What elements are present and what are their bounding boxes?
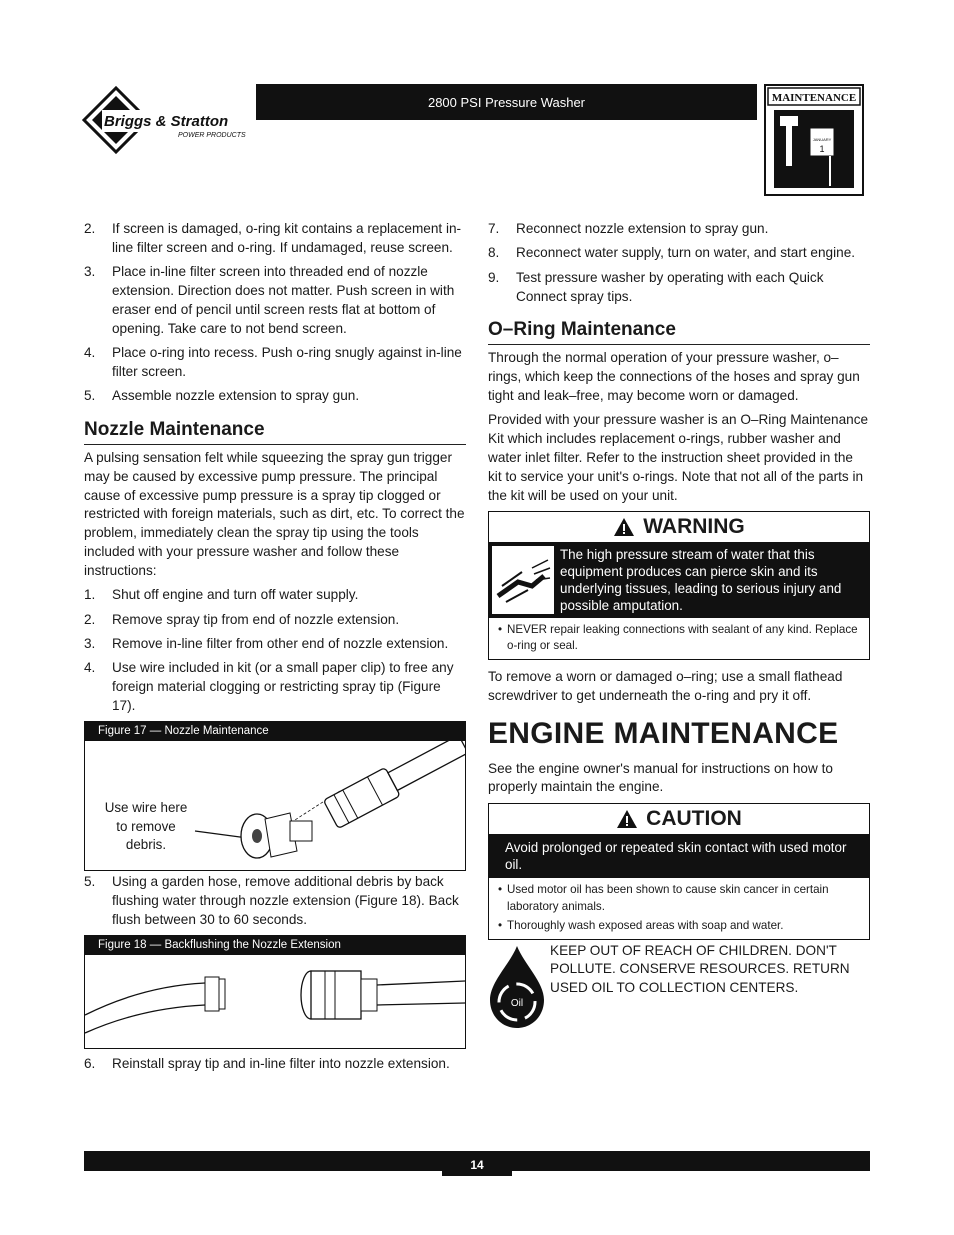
bullet-text: Used motor oil has been shown to cause skin cancer in certain laboratory animals. <box>507 883 829 913</box>
step-number: 9. <box>488 269 500 285</box>
high-pressure-spray-icon <box>492 546 554 614</box>
bullet-item <box>493 882 863 915</box>
oring-paragraph: Through the normal operation of your pressure washer, o–rings, which keep the connections of the hoses and spray gun tight and leak–free, may become worn or damaged. <box>488 350 860 403</box>
figure-17 <box>84 721 466 871</box>
warning-bullets <box>489 618 869 659</box>
engine-paragraph: See the engine owner's manual for instructions on how to properly maintain the engine. <box>488 760 833 795</box>
list-item <box>84 1055 466 1074</box>
oil-notice-text: KEEP OUT OF REACH OF CHILDREN. DON'T POLLUTE. CONSERVE RESOURCES. RETURN USED OIL TO COLLECTION CENTERS. <box>550 942 850 996</box>
figure-17-illustration <box>84 741 466 871</box>
figure-18-illustration <box>84 955 466 1049</box>
list-item <box>84 873 466 929</box>
list-item <box>488 244 870 263</box>
callout-line: to remove <box>116 818 176 834</box>
svg-text:POWER PRODUCTS: POWER PRODUCTS <box>178 132 246 139</box>
caution-text: Avoid prolonged or repeated skin contact with used motor oil. <box>505 840 847 873</box>
warning-body <box>489 543 869 618</box>
warning-header <box>489 512 869 543</box>
bullet-dot: • <box>497 622 503 636</box>
step-number: 2. <box>84 221 96 236</box>
svg-text:Briggs & Stratton: Briggs & Stratton <box>104 113 229 130</box>
oring-paragraph: To remove a worn or damaged o–ring; use a small flathead screwdriver to get underneath the o-ring and pry it off. <box>488 668 843 703</box>
step-text: Place in-line filter screen into threaded end of nozzle extension. Direction does not matter. Push screen in with eraser end of pencil until screen rests flat at bottom of opening. Take care to not bend screen. <box>112 264 455 336</box>
step-number: 3. <box>84 635 96 651</box>
oil-icon-label: Oil <box>510 997 524 1009</box>
bullet-item <box>493 622 863 655</box>
step-number: 6. <box>84 1056 96 1072</box>
step-number: 2. <box>84 611 96 627</box>
list-item <box>84 220 466 258</box>
step-number: 7. <box>488 221 500 236</box>
figure-18-title: Figure 18 — Backflushing the Nozzle Extension <box>84 935 466 955</box>
nozzle-maintenance-heading: Nozzle Maintenance <box>84 418 466 445</box>
list-item <box>84 611 466 630</box>
warning-text: The high pressure stream of water that this equipment produces can pierce skin and its underlying tissues, leading to serious injury and possible amputation. <box>560 546 842 613</box>
step-text: Remove in-line filter from other end of nozzle extension. <box>112 635 449 651</box>
step-number: 3. <box>84 264 96 280</box>
left-column <box>84 220 466 1080</box>
document-title: 2800 PSI Pressure Washer <box>427 94 586 110</box>
list-item <box>84 387 466 406</box>
backflush-drawing <box>85 955 465 1047</box>
svg-text:JANUARY: JANUARY <box>812 137 832 142</box>
step-text: Place o-ring into recess. Push o-ring snugly against in-line filter screen. <box>112 344 462 379</box>
warning-box <box>488 511 870 660</box>
step-text: Test pressure washer by operating with each Quick Connect spray tips. <box>516 269 824 304</box>
step-text: Use wire included in kit (or a small paper clip) to free any foreign material clogging or restricting spray tip (Figure 17). <box>112 660 454 713</box>
bullet-item <box>493 918 863 935</box>
caution-box <box>488 803 870 940</box>
step-number: 4. <box>84 344 96 360</box>
step-text: If screen is damaged, o-ring kit contains a replacement in-line filter screen and o-ring. If undamaged, reuse screen. <box>112 221 462 255</box>
step-number: 5. <box>84 874 96 890</box>
caution-triangle-icon <box>616 809 638 829</box>
step-text: Reconnect nozzle extension to spray gun. <box>516 221 769 236</box>
list-item <box>84 263 466 338</box>
caution-bullets <box>489 878 869 939</box>
step-number: 5. <box>84 388 96 404</box>
step-text: Remove spray tip from end of nozzle extension. <box>112 611 400 627</box>
oring-maintenance-heading: O–Ring Maintenance <box>488 318 870 345</box>
caution-title: CAUTION <box>646 806 742 830</box>
warning-title: WARNING <box>643 514 745 538</box>
bullet-dot: • <box>497 883 503 897</box>
step-text: Reconnect water supply, turn on water, and start engine. <box>516 245 856 261</box>
list-item <box>488 269 870 307</box>
step-number: 8. <box>488 245 500 261</box>
bullet-text: NEVER repair leaking connections with sealant of any kind. Replace o-ring or seal. <box>507 622 858 653</box>
nozzle-drawing <box>85 741 465 869</box>
bullet-text: Thoroughly wash exposed areas with soap and water. <box>507 919 784 933</box>
callout-line: debris. <box>125 837 167 853</box>
caution-body <box>489 835 869 878</box>
caution-header <box>489 804 869 835</box>
document-title-bar <box>256 84 757 120</box>
list-item <box>84 659 466 715</box>
list-item <box>84 635 466 654</box>
right-column <box>488 220 870 1032</box>
oring-paragraph: Provided with your pressure washer is an O–Ring Maintenance Kit which includes replacement o-rings, rubber washer and water inlet filter. Refer to the instruction sheet provided in the kit to service your unit's o-rings. Note that not all of the parts in the kit will be used on your unit. <box>488 412 869 503</box>
engine-maintenance-heading: ENGINE MAINTENANCE <box>488 716 839 750</box>
svg-text:1: 1 <box>819 144 825 154</box>
svg-text:MAINTENANCE: MAINTENANCE <box>771 92 857 104</box>
step-text: Shut off engine and turn off water supply. <box>112 587 359 603</box>
step-text: Assemble nozzle extension to spray gun. <box>112 388 360 404</box>
step-text: Reinstall spray tip and in-line filter into nozzle extension. <box>112 1056 450 1072</box>
list-item <box>84 344 466 382</box>
page-number: 14 <box>442 1154 512 1176</box>
oil-recycle-icon <box>488 942 546 1032</box>
step-text: Using a garden hose, remove additional debris by back flushing water through nozzle extension (Figure 18). Back flush between 30 to 60 seconds. <box>112 874 459 927</box>
list-item <box>84 586 466 605</box>
step-number: 1. <box>84 587 96 603</box>
list-item <box>488 220 870 239</box>
figure-18 <box>84 935 466 1049</box>
nozzle-intro: A pulsing sensation felt while squeezing the spray gun trigger may be caused by excessive pump pressure. The principal cause of excessive pump pressure is a spray tip clogged or restricted with foreign materials, such as dirt, etc. To correct the problem, immediately clean the spray tip using the tools included with your pressure washer and follow these instructions: <box>84 449 465 578</box>
briggs-stratton-logo <box>82 84 257 156</box>
warning-triangle-icon <box>613 517 635 537</box>
bullet-dot: • <box>497 919 503 933</box>
oil-recycling-notice <box>488 942 870 1032</box>
callout-line: Use wire here <box>104 800 188 816</box>
figure-17-title: Figure 17 — Nozzle Maintenance <box>84 721 466 741</box>
maintenance-icon <box>764 84 864 196</box>
step-number: 4. <box>84 660 96 676</box>
